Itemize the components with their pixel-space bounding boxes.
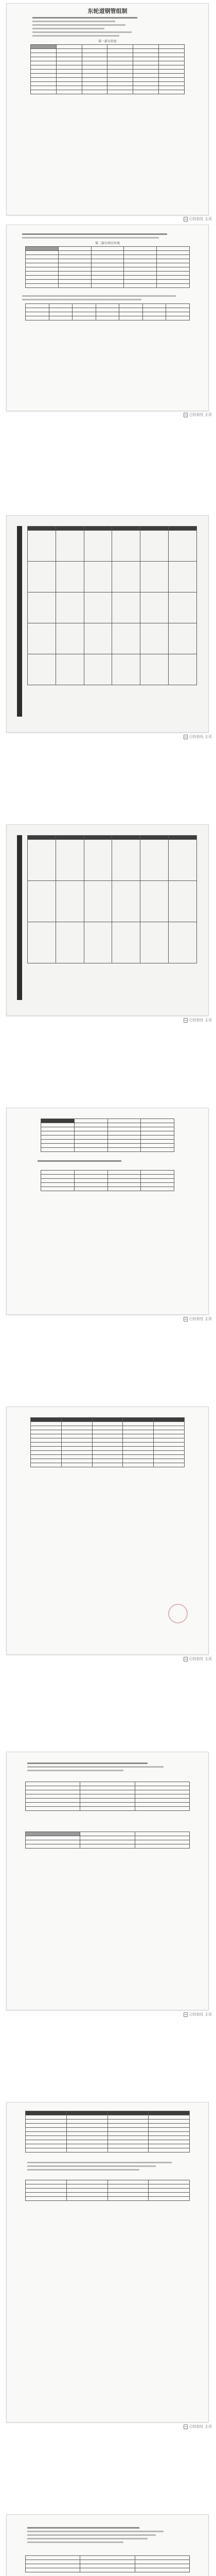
seal-stamp — [168, 1604, 188, 1623]
page-caption: 已经信任 主页 — [184, 1018, 212, 1023]
appearance-table — [25, 246, 190, 288]
section-heading: 第二部分项目外观 — [95, 242, 120, 245]
detail-table — [25, 303, 190, 320]
scan-icon — [184, 2012, 188, 2017]
approval-table — [25, 2111, 190, 2153]
inspection-table — [30, 1417, 185, 1467]
checklist-table — [25, 1782, 190, 1811]
form-table — [41, 1170, 174, 1191]
scan-icon — [184, 2425, 188, 2429]
document-page-1 — [6, 3, 209, 215]
document-page-5 — [6, 1108, 209, 1315]
page-caption: 已经信任 主页 — [184, 412, 212, 417]
page-caption: 已经信任 主页 — [184, 1316, 212, 1321]
info-table — [30, 44, 185, 94]
scan-icon — [184, 1657, 188, 1662]
page-caption: 已经信任 主页 — [184, 2012, 212, 2017]
scan-icon — [184, 217, 188, 222]
page-caption: 已经信任 主页 — [184, 734, 212, 739]
scan-icon — [184, 735, 188, 739]
document-page-8 — [6, 2102, 209, 2422]
signature-table — [25, 1832, 190, 1849]
document-page-4 — [6, 824, 209, 1016]
document-title: 东轮道钢管组制 — [87, 8, 128, 14]
scan-icon — [184, 1317, 188, 1321]
form-table — [41, 1118, 174, 1152]
page-caption: 已经信任 主页 — [184, 2424, 212, 2429]
document-page-7 — [6, 1752, 209, 2010]
rotated-table — [27, 526, 197, 685]
scan-icon — [184, 413, 188, 417]
document-page-2 — [6, 225, 209, 411]
page-caption: 已经信任 主页 — [184, 1656, 212, 1662]
approval-table — [25, 2180, 190, 2201]
document-page-6 — [6, 1406, 209, 1655]
final-table — [25, 2555, 190, 2572]
document-page-9 — [6, 2514, 209, 2576]
document-page-3 — [6, 515, 209, 733]
rotated-table — [27, 835, 197, 963]
page-caption: 已经信任 主页 — [184, 216, 212, 222]
scan-icon — [184, 1018, 188, 1023]
section-heading: 第一部分信息 — [98, 40, 117, 43]
